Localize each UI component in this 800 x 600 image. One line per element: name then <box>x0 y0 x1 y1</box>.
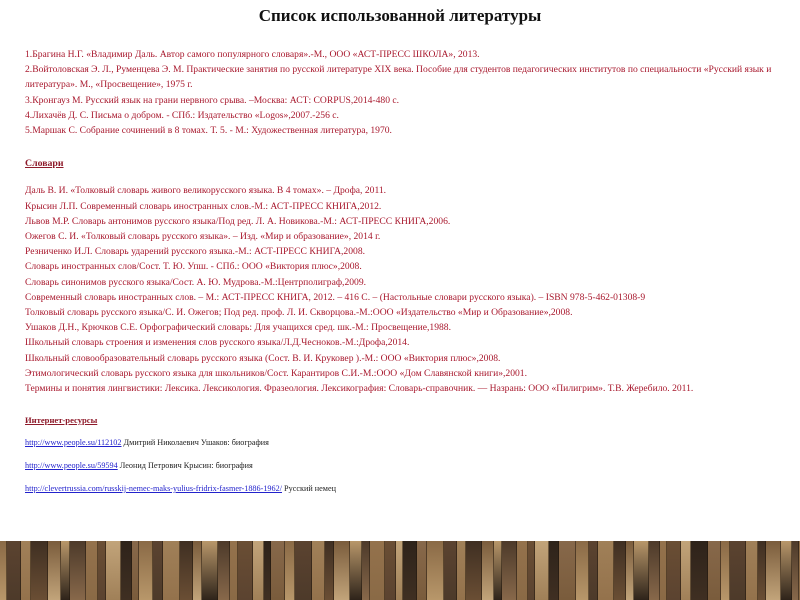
list-item: Школьный словарь строения и изменения слов русского языка/Л.Д.Чесноков.-М.:Дрофа,2014. <box>25 337 410 349</box>
list-item: 3.Кронгауз М. Русский язык на грани нервного срыва. –Москва: АСТ: CORPUS,2014-480 с. <box>25 94 400 106</box>
book-spine <box>180 541 193 600</box>
book-spine <box>385 541 396 600</box>
book-spine <box>427 541 444 600</box>
spacer <box>25 138 777 156</box>
list-item: Ожегов С. И. «Толковый словарь русского языка». – Изд. «Мир и образование», 2014 г. <box>25 231 381 243</box>
book-spine <box>98 541 106 600</box>
list-item: 1.Брагина Н.Г. «Владимир Даль. Автор самого популярного словаря».-М., ООО «АСТ-ПРЕСС ШКОЛА», 2013. <box>25 49 480 60</box>
book-spine <box>466 541 482 600</box>
resource-description: Дмитрий Николаевич Ушаков: биография <box>121 438 269 447</box>
book-spine <box>502 541 517 600</box>
internet-resources <box>25 414 777 495</box>
list-item: Школьный словообразовательный словарь русского языка (Сост. В. И. Круковер ).-М.: ООО «Виктория плюс»,2008. <box>25 352 501 364</box>
book-spine <box>61 541 70 600</box>
book-spine <box>444 541 457 600</box>
book-spine <box>660 541 667 600</box>
book-spine <box>230 541 238 600</box>
list-item: Львов М.Р. Словарь антонимов русского языка/Под ред. Л. А. Новикова.-М.: АСТ-ПРЕСС КНИГА,2006. <box>25 215 451 227</box>
book-spine <box>494 541 502 600</box>
book-spine <box>758 541 766 600</box>
book-spine <box>649 541 660 600</box>
book-spine <box>614 541 626 600</box>
bookshelf-image <box>0 541 800 600</box>
book-spine <box>598 541 614 600</box>
book-spine <box>0 541 7 600</box>
list-item: Современный словарь иностранных слов. – М.: АСТ-ПРЕСС КНИГА, 2012. – 416 С. – (Настольные словари русского языка). – ISBN 978-5-462-01308-9 <box>25 291 646 303</box>
list-item: 2.Войтоловская Э. Л., Руменцева Э. М. Практические занятия по русской литературе XIX века. Пособие для студентов педагогических институтов по специальности «Русский язык и литература». М., «Просвещение», 1975 г. <box>25 64 772 91</box>
list-item: Ушаков Д.Н., Крючков С.Е. Орфографический словарь: Для учащихся сред. шк.-М.: Просвещение,1988. <box>25 322 452 334</box>
book-spine <box>285 541 295 600</box>
book-spine <box>417 541 427 600</box>
book-spine <box>535 541 549 600</box>
list-item: Толковый словарь русского языка/С. И. Ожегов; Под ред. проф. Л. И. Скворцова.-М.:ООО «Издательство «Мир и Образование»,2008. <box>25 307 573 319</box>
book-spine <box>708 541 721 600</box>
list-item: Крысин Л.П. Современный словарь иностранных слов.-М.: АСТ-ПРЕСС КНИГА,2012. <box>25 200 382 212</box>
book-spine <box>334 541 350 600</box>
book-spine <box>403 541 417 600</box>
book-spine <box>271 541 285 600</box>
book-spine <box>106 541 121 600</box>
book-spine <box>193 541 202 600</box>
book-spine <box>721 541 730 600</box>
book-spine <box>264 541 271 600</box>
book-spine <box>295 541 312 600</box>
book-spine <box>681 541 691 600</box>
list-item <box>25 437 777 449</box>
list-item: 5.Маршак С. Собрание сочинений в 8 томах. Т. 5. - М.: Художественная литература, 1970. <box>25 125 392 137</box>
book-spine <box>86 541 98 600</box>
resource-link[interactable]: http://clevertrussia.com/russkij-nemec-maks-yulius-fridrix-fasmer-1886-1962/ <box>25 484 282 493</box>
resource-link[interactable]: http://www.people.su/112102 <box>25 438 122 447</box>
book-spine <box>634 541 649 600</box>
book-spine <box>362 541 370 600</box>
list-item: Даль В. И. «Толковый словарь живого великорусского языка. В 4 томах». – Дрофа, 2011. <box>25 185 387 197</box>
book-spine <box>7 541 21 600</box>
list-item: Этимологический словарь русского языка для школьников/Сост. Карантиров С.И.-М.:ООО «Дом Славянской книги»,2001. <box>25 367 527 379</box>
book-spine <box>396 541 403 600</box>
book-spine <box>218 541 230 600</box>
bibliography <box>25 47 777 396</box>
book-spine <box>139 541 153 600</box>
internet-heading: Интернет-ресурсы <box>25 415 98 425</box>
book-spine <box>482 541 494 600</box>
book-spine <box>517 541 528 600</box>
book-spine <box>667 541 681 600</box>
book-spine <box>153 541 163 600</box>
book-spine <box>350 541 362 600</box>
book-spine <box>559 541 576 600</box>
book-spine <box>626 541 634 600</box>
book-spine <box>48 541 61 600</box>
dictionaries-heading: Словари <box>25 158 64 170</box>
book-spine <box>589 541 598 600</box>
book-spine <box>238 541 253 600</box>
book-spine <box>21 541 31 600</box>
list-item: Словарь синонимов русского языка/Сост. А. Ю. Мудрова.-М.:Центрполиграф,2009. <box>25 276 367 288</box>
book-spine <box>202 541 218 600</box>
book-spine <box>781 541 792 600</box>
resource-description: Русский немец <box>282 484 336 493</box>
book-spine <box>121 541 132 600</box>
book-spine <box>746 541 758 600</box>
page-title: Список использованной литературы <box>258 6 542 25</box>
book-spine <box>730 541 746 600</box>
list-item <box>25 483 777 495</box>
book-spine <box>528 541 535 600</box>
book-spine <box>325 541 334 600</box>
resource-description: Леонид Петрович Крысин: биография <box>117 461 253 470</box>
spacer <box>25 171 777 183</box>
list-item: 4.Лихачёв Д. С. Письма о добром. - СПб.: Издательство «Logos»,2007.-256 с. <box>25 109 339 121</box>
book-spine <box>457 541 466 600</box>
list-item: Словарь иностранных слов/Сост. Т. Ю. Упш. - СПб.: ООО «Виктория плюс»,2008. <box>25 261 362 273</box>
book-spine <box>132 541 139 600</box>
book-spine <box>766 541 781 600</box>
book-spine <box>792 541 799 600</box>
book-spine <box>70 541 86 600</box>
book-spine <box>312 541 325 600</box>
book-spine <box>549 541 559 600</box>
resource-link[interactable]: http://www.people.su/59594 <box>25 461 118 470</box>
list-item <box>25 460 777 472</box>
book-spine <box>576 541 589 600</box>
list-item: Резниченко И.Л. Словарь ударений русского языка.-М.: АСТ-ПРЕСС КНИГА,2008. <box>25 246 366 258</box>
list-item: Термины и понятия лингвистики: Лексика. Лексикология. Фразеология. Лексикография: Словарь-справочник. — Назрань: ООО «Пилигрим». Т.В. Жеребило. 2011. <box>25 383 694 395</box>
book-spine <box>370 541 385 600</box>
book-spine <box>163 541 180 600</box>
book-spine <box>691 541 708 600</box>
book-spine <box>253 541 264 600</box>
book-spine <box>31 541 48 600</box>
